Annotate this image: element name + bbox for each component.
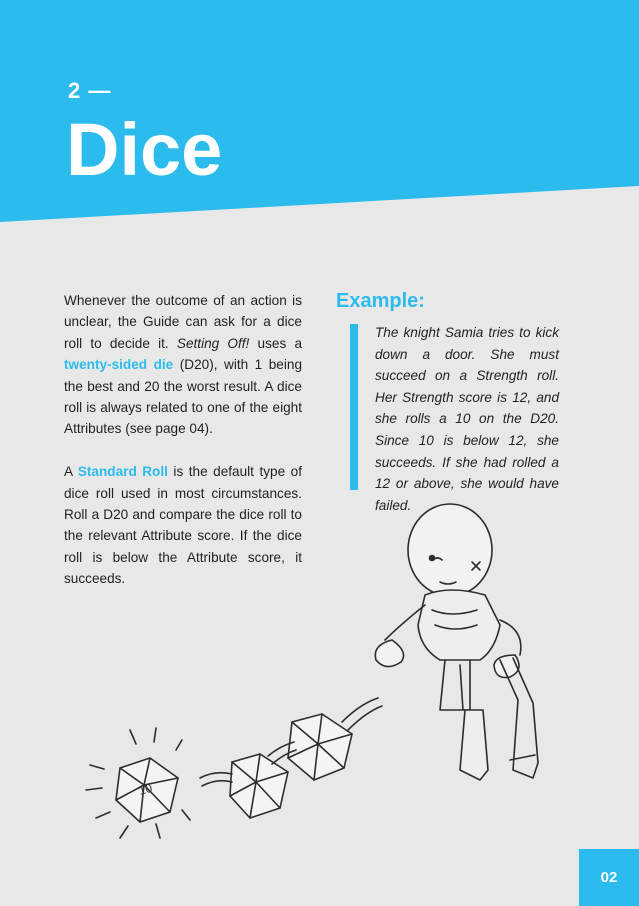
keyword-twenty-sided-die: twenty-sided die: [64, 357, 174, 373]
example-heading: Example:: [336, 290, 425, 312]
knight-and-dice-illustration: [60, 500, 560, 845]
d20-die-icon: [230, 754, 288, 818]
example-accent-bar: [350, 324, 358, 490]
d20-die-icon: [116, 758, 178, 822]
chapter-title: Dice: [66, 108, 223, 191]
text-span: is the default type of dice roll used in most circumstances. Roll a D20 and compare the dice roll to the relevant Attribute score. If the dice roll is below the Attribute score, it succeeds.: [64, 464, 302, 587]
page-number: 02: [579, 849, 639, 906]
example-text: The knight Samia tries to kick down a door. She must succeed on a Strength roll. Her Strength score is 12, and she rolls a 10 on the D20. Since 10 is below 12, she succeeds. If she had rolled a 12 or above, she would have failed.: [375, 325, 559, 513]
d20-die-icon: [288, 714, 352, 780]
paragraph-intro: [64, 290, 302, 440]
knight-drawing: [375, 504, 538, 780]
text-span: Whenever the outcome of an action is unclear, the Guide can ask for a dice roll to decide it.: [64, 293, 302, 351]
text-span: uses a: [249, 335, 302, 351]
keyword-standard-roll: Standard Roll: [77, 464, 168, 480]
die-label: 10: [137, 780, 154, 798]
chapter-number: 2 —: [68, 78, 112, 103]
text-span: A: [64, 464, 78, 480]
game-title-emphasis: Setting Off!: [176, 335, 250, 351]
text-span: (D20), with 1 being the best and 20 the worst result. A dice roll is always related to one of the eight Attributes (see page 04).: [64, 357, 303, 437]
